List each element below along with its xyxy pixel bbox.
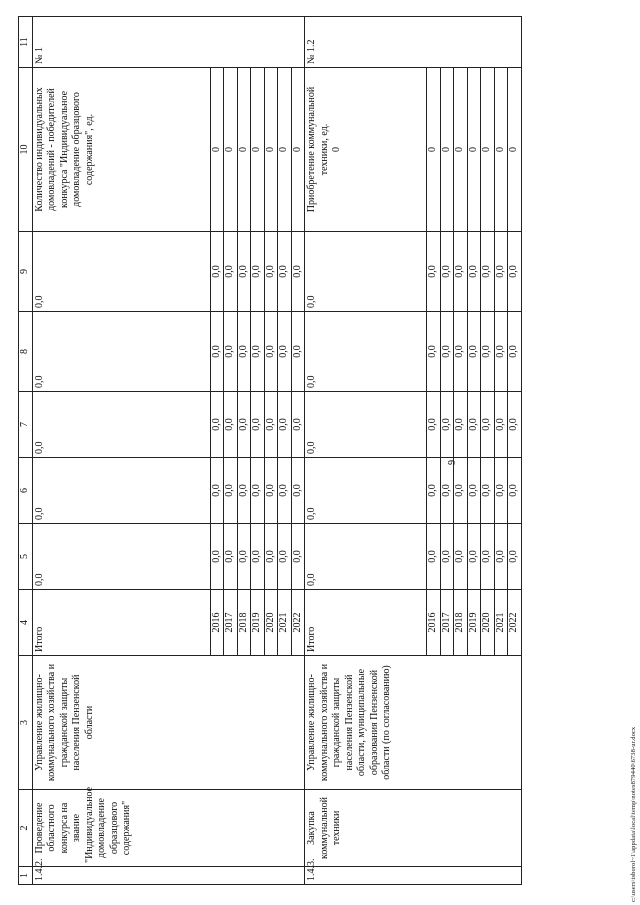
year-value: 0,0 [494, 458, 508, 524]
indicator-name: Приобретение коммунальной техники, ед. [306, 86, 330, 213]
year-value: 0,0 [427, 312, 441, 392]
year-value: 0,0 [454, 458, 468, 524]
year-value: 0,0 [454, 392, 468, 458]
year-indicator: 0 [481, 68, 495, 232]
total-value: 0,0 [305, 312, 427, 392]
year-value: 0,0 [224, 458, 238, 524]
year-value: 0,0 [224, 524, 238, 590]
total-value: 0,0 [305, 458, 427, 524]
year-value: 0,0 [481, 392, 495, 458]
indicator-name: Количество индивидуальных домовладений - победителей конкурса "Индивидуальное домовладение образцового содержания", ед. [33, 87, 95, 212]
col-num: 5 [19, 524, 33, 590]
year: 2021 [278, 590, 292, 656]
year: 2016 [210, 590, 224, 656]
year-value: 0,0 [210, 458, 224, 524]
year-value: 0,0 [237, 458, 251, 524]
total-value: 0,0 [32, 524, 210, 590]
year-value: 0,0 [210, 232, 224, 312]
year: 2019 [251, 590, 265, 656]
year-value: 0,0 [278, 458, 292, 524]
year-value: 0,0 [508, 458, 522, 524]
year-value: 0,0 [440, 458, 454, 524]
year-value: 0,0 [481, 232, 495, 312]
col-num: 9 [19, 232, 33, 312]
file-path-footer: c:\users\tsborol~1\appdata\local\temp\notes879440\6738-ur.docx [630, 726, 637, 902]
year-value: 0,0 [210, 312, 224, 392]
year-value: 0,0 [291, 458, 305, 524]
year: 2018 [237, 590, 251, 656]
total-value: 0,0 [32, 312, 210, 392]
year-value: 0,0 [454, 312, 468, 392]
col-num: 11 [19, 17, 33, 68]
year-value: 0,0 [264, 392, 278, 458]
year: 2022 [291, 590, 305, 656]
year-value: 0,0 [508, 524, 522, 590]
year-value: 0,0 [508, 312, 522, 392]
year-value: 0,0 [210, 524, 224, 590]
year-value: 0,0 [467, 458, 481, 524]
activity-name: Закупка коммунальной техники [305, 790, 522, 867]
executor: Управление жилищно-коммунального хозяйства и гражданской защиты населения Пензенской области [32, 656, 305, 790]
year-value: 0,0 [278, 232, 292, 312]
year-value: 0,0 [494, 392, 508, 458]
year-value: 0,0 [251, 392, 265, 458]
total-value: 0,0 [305, 392, 427, 458]
year-value: 0,0 [467, 524, 481, 590]
year: 2017 [440, 590, 454, 656]
page-number: 9 [447, 460, 458, 465]
year-value: 0,0 [291, 232, 305, 312]
year-value: 0,0 [251, 232, 265, 312]
total-label: Итого [32, 590, 210, 656]
year: 2016 [427, 590, 441, 656]
year-indicator: 0 [210, 68, 224, 232]
reference-number: № 1 [32, 17, 305, 68]
year-value: 0,0 [264, 312, 278, 392]
year-value: 0,0 [291, 524, 305, 590]
col-num: 2 [19, 790, 33, 867]
year-indicator: 0 [251, 68, 265, 232]
col-num: 6 [19, 458, 33, 524]
total-value: 0,0 [32, 458, 210, 524]
year-value: 0,0 [237, 524, 251, 590]
year-indicator: 0 [278, 68, 292, 232]
year-value: 0,0 [224, 392, 238, 458]
year-value: 0,0 [427, 524, 441, 590]
year: 2020 [481, 590, 495, 656]
year-value: 0,0 [224, 312, 238, 392]
year-value: 0,0 [454, 524, 468, 590]
indicator-cell [305, 68, 427, 232]
year-value: 0,0 [481, 458, 495, 524]
year-value: 0,0 [467, 312, 481, 392]
year: 2020 [264, 590, 278, 656]
year-value: 0,0 [291, 392, 305, 458]
indicator-cell [32, 68, 210, 232]
year-value: 0,0 [251, 312, 265, 392]
year-value: 0,0 [264, 232, 278, 312]
year-value: 0,0 [224, 232, 238, 312]
col-num: 7 [19, 392, 33, 458]
year: 2022 [508, 590, 522, 656]
year-value: 0,0 [291, 312, 305, 392]
year-value: 0,0 [264, 458, 278, 524]
year-indicator: 0 [454, 68, 468, 232]
executor: Управление жилищно-коммунального хозяйства и гражданской защиты населения Пензенской области, муниципальные образования Пензенской области (по согласованию) [305, 656, 522, 790]
year-indicator: 0 [440, 68, 454, 232]
column-number-row [19, 17, 33, 885]
year: 2017 [224, 590, 238, 656]
year-value: 0,0 [494, 312, 508, 392]
year: 2021 [494, 590, 508, 656]
year-value: 0,0 [237, 232, 251, 312]
year-value: 0,0 [278, 524, 292, 590]
activity-name: Проведение областного конкурса на звание "Индивидуальное домовладение образцового содержания" [32, 790, 305, 867]
year: 2018 [454, 590, 468, 656]
year-value: 0,0 [508, 232, 522, 312]
year-value: 0,0 [278, 312, 292, 392]
year-indicator: 0 [427, 68, 441, 232]
year-value: 0,0 [467, 392, 481, 458]
block-total-row [32, 17, 210, 885]
total-value: 0,0 [32, 232, 210, 312]
year-indicator: 0 [264, 68, 278, 232]
program-table [18, 16, 522, 885]
total-value: 0,0 [305, 232, 427, 312]
reference-number: № 1.2 [305, 17, 522, 68]
indicator-total: 0 [331, 147, 342, 152]
year: 2019 [467, 590, 481, 656]
year-value: 0,0 [237, 312, 251, 392]
year-value: 0,0 [427, 392, 441, 458]
year-value: 0,0 [440, 232, 454, 312]
block-total-row [305, 17, 427, 885]
col-num: 8 [19, 312, 33, 392]
year-indicator: 0 [291, 68, 305, 232]
total-label: Итого [305, 590, 427, 656]
col-num: 1 [19, 867, 33, 885]
year-value: 0,0 [251, 458, 265, 524]
total-value: 0,0 [305, 524, 427, 590]
year-indicator: 0 [494, 68, 508, 232]
total-value: 0,0 [32, 392, 210, 458]
year-value: 0,0 [508, 392, 522, 458]
activity-code: 1.4.3. [305, 867, 522, 885]
year-indicator: 0 [467, 68, 481, 232]
activity-code: 1.4.2. [32, 867, 305, 885]
year-value: 0,0 [440, 524, 454, 590]
year-value: 0,0 [481, 524, 495, 590]
year-value: 0,0 [494, 524, 508, 590]
col-num: 10 [19, 68, 33, 232]
year-value: 0,0 [427, 232, 441, 312]
year-value: 0,0 [467, 232, 481, 312]
year-value: 0,0 [237, 392, 251, 458]
year-indicator: 0 [237, 68, 251, 232]
year-value: 0,0 [494, 232, 508, 312]
year-indicator: 0 [224, 68, 238, 232]
year-indicator: 0 [508, 68, 522, 232]
year-value: 0,0 [481, 312, 495, 392]
year-value: 0,0 [440, 312, 454, 392]
year-value: 0,0 [264, 524, 278, 590]
year-value: 0,0 [440, 392, 454, 458]
year-value: 0,0 [210, 392, 224, 458]
year-value: 0,0 [251, 524, 265, 590]
col-num: 4 [19, 590, 33, 656]
year-value: 0,0 [427, 458, 441, 524]
col-num: 3 [19, 656, 33, 790]
year-value: 0,0 [278, 392, 292, 458]
year-value: 0,0 [454, 232, 468, 312]
